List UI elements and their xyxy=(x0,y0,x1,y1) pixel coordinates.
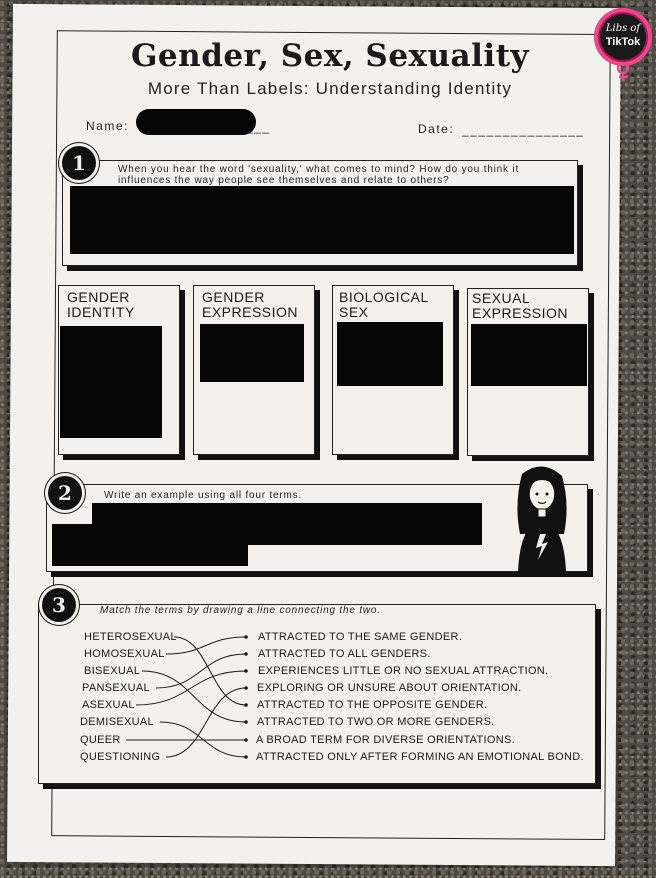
logo-text-line2: TikTok xyxy=(605,36,641,48)
term-asexual: ASEXUAL xyxy=(82,699,135,711)
term-bisexual: BISEXUAL xyxy=(84,665,141,677)
section2-prompt: Write an example using all four terms. xyxy=(104,490,303,501)
section1-question: When you hear the word 'sexuality,' what comes to mind? How do you think it influences the way people see themselves and relate to others? xyxy=(118,164,520,186)
term-box-title-line1: GENDER xyxy=(67,289,130,305)
term-box-title-line2: EXPRESSION xyxy=(202,304,299,320)
definition-same-gender: ATTRACTED TO THE SAME GENDER. xyxy=(258,631,463,643)
libs-of-tiktok-logo xyxy=(594,8,652,66)
match-line xyxy=(142,671,246,722)
match-line-end-dot xyxy=(244,738,248,742)
definition-no-attraction: EXPERIENCES LITTLE OR NO SEXUAL ATTRACTION. xyxy=(258,665,549,677)
term-box-title-line1: GENDER xyxy=(202,289,265,305)
match-line-end-dot xyxy=(244,686,248,690)
match-line-end-dot xyxy=(244,755,248,759)
term-demisexual: DEMISEXUAL xyxy=(80,716,154,728)
worksheet-title: Gender, Sex, Sexuality xyxy=(130,38,530,74)
term-questioning: QUESTIONING xyxy=(80,751,161,763)
logo-text-line1: Libs of xyxy=(605,23,641,34)
logo-inner xyxy=(600,14,646,60)
match-line-end-dot xyxy=(244,720,248,724)
match-line-end-dot xyxy=(244,635,248,639)
match-line-end-dot xyxy=(244,703,248,707)
name-blank: ___ xyxy=(246,120,271,134)
definition-two-or-more: ATTRACTED TO TWO OR MORE GENDERS. xyxy=(257,716,495,728)
date-label: Date: xyxy=(418,122,455,136)
term-box-title-line2: IDENTITY xyxy=(67,304,135,320)
definition-emotional-bond: ATTRACTED ONLY AFTER FORMING AN EMOTIONAL BOND. xyxy=(256,751,584,763)
definition-opposite-gender: ATTRACTED TO THE OPPOSITE GENDER. xyxy=(257,699,488,711)
match-line xyxy=(136,671,246,705)
term-box-title-line2: SEX xyxy=(339,304,369,320)
match-line-end-dot xyxy=(244,652,248,656)
term-queer: QUEER xyxy=(80,734,121,746)
worksheet-subtitle: More Than Labels: Understanding Identity xyxy=(147,79,513,98)
term-box-title-line1: BIOLOGICAL xyxy=(339,289,429,305)
definition-exploring: EXPLORING OR UNSURE ABOUT ORIENTATION. xyxy=(257,682,522,694)
section1-number: 1 xyxy=(62,146,96,180)
match-line xyxy=(166,688,246,757)
definition-broad-term: A BROAD TERM FOR DIVERSE ORIENTATIONS. xyxy=(256,734,515,746)
match-line xyxy=(166,637,246,654)
gender-symbol-icon xyxy=(614,62,632,82)
term-pansexual: PANSEXUAL xyxy=(82,682,150,694)
match-line-end-dot xyxy=(244,669,248,673)
term-heterosexual: HETEROSEXUAL xyxy=(84,631,177,643)
match-line xyxy=(156,654,246,688)
section3-prompt: Match the terms by drawing a line connecting the two. xyxy=(100,605,381,616)
section3-number: 3 xyxy=(42,588,76,622)
term-homosexual: HOMOSEXUAL xyxy=(84,648,165,660)
term-box-title-line1: SEXUAL xyxy=(472,290,531,306)
section2-number: 2 xyxy=(48,476,82,510)
name-label: Name: xyxy=(86,119,129,133)
term-box-title-line2: EXPRESSION xyxy=(472,305,569,321)
definition-all-genders: ATTRACTED TO ALL GENDERS. xyxy=(258,648,431,660)
date-blank: _______________ xyxy=(462,123,585,137)
